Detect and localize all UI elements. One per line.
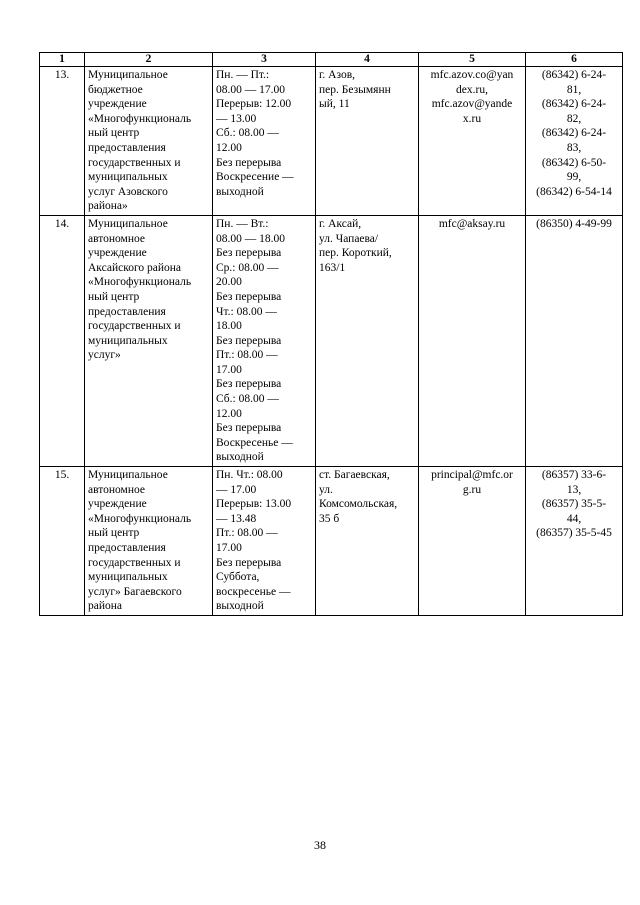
row-number-cell: 14.: [40, 215, 85, 466]
row-number-cell: 15.: [40, 467, 85, 616]
address-line: ул. Чапаева/: [319, 232, 379, 245]
email-line: dex.ru,: [456, 83, 488, 96]
email-cell: [419, 67, 526, 216]
mfc-table: [39, 52, 623, 616]
phone-line: (86342) 6-54-14: [536, 185, 612, 198]
organization-name-line: автономное: [88, 232, 145, 245]
table-row: [40, 467, 623, 616]
address-line: Комсомольская,: [319, 498, 398, 511]
organization-name-line: государственных и: [88, 156, 181, 169]
phone-line: 83,: [566, 141, 582, 154]
organization-name-line: государственных и: [88, 320, 181, 333]
schedule-line: Пт.: 08.00 —: [216, 527, 278, 540]
schedule-line: выходной: [216, 451, 264, 464]
organization-name-line: бюджетное: [88, 83, 143, 96]
address-line: пер. Безымянн: [319, 83, 391, 96]
header-row: [40, 53, 623, 67]
table-row: [40, 215, 623, 466]
schedule-line: выходной: [216, 185, 264, 198]
schedule-line: Чт.: 08.00 —: [216, 305, 277, 318]
header-cell-4: 4: [316, 53, 419, 67]
organization-name-line: ный центр: [88, 127, 140, 140]
organization-name-cell: [85, 67, 213, 216]
organization-name-cell: [85, 467, 213, 616]
schedule-cell: [213, 467, 316, 616]
organization-name-line: государственных и: [88, 556, 181, 569]
schedule-line: 08.00 — 17.00: [216, 83, 285, 96]
organization-name-line: автономное: [88, 483, 145, 496]
address-cell: [316, 215, 419, 466]
organization-name-line: учреждение: [88, 247, 147, 260]
organization-name-line: учреждение: [88, 498, 147, 511]
header-cell-3: 3: [213, 53, 316, 67]
schedule-line: Без перерыва: [216, 378, 282, 391]
organization-name-line: услуг Азовского: [88, 185, 168, 198]
phone-line: (86357) 33-6-: [541, 469, 607, 482]
schedule-line: Перерыв: 13.00: [216, 498, 292, 511]
email-line: x.ru: [462, 112, 482, 125]
address-line: ст. Багаевская,: [319, 469, 390, 482]
address-line: 35 б: [319, 512, 340, 525]
email-line: g.ru: [462, 483, 482, 496]
phone-cell: [526, 215, 623, 466]
schedule-line: Пн. — Вт.:: [216, 217, 269, 230]
address-line: г. Азов,: [319, 69, 356, 81]
schedule-line: выходной: [216, 600, 264, 613]
schedule-line: 08.00 — 18.00: [216, 232, 285, 245]
organization-name-line: муниципальных: [88, 334, 168, 347]
schedule-line: — 13.00: [216, 112, 257, 125]
organization-name-line: услуг» Багаевского: [88, 585, 182, 598]
organization-name-line: услуг»: [88, 349, 121, 362]
phone-line: 99,: [566, 171, 582, 184]
organization-name-line: Аксайского района: [88, 261, 182, 274]
schedule-line: Без перерыва: [216, 290, 282, 303]
address-cell: [316, 467, 419, 616]
schedule-line: 18.00: [216, 320, 242, 333]
organization-name-line: района»: [88, 200, 128, 213]
phone-line: (86342) 6-24-: [541, 98, 607, 111]
organization-name-line: Муниципальное: [88, 469, 168, 482]
schedule-line: Воскресенье —: [216, 436, 293, 449]
organization-name-line: ный центр: [88, 527, 140, 540]
header-cell-6: 6: [526, 53, 623, 67]
organization-name-line: муниципальных: [88, 571, 168, 584]
phone-line: 13,: [566, 483, 582, 496]
organization-name-line: предоставления: [88, 141, 166, 154]
schedule-cell: [213, 215, 316, 466]
phone-line: (86342) 6-50-: [541, 156, 607, 169]
schedule-line: Без перерыва: [216, 422, 282, 435]
schedule-line: 12.00: [216, 141, 242, 154]
phone-line: 82,: [566, 112, 582, 125]
schedule-line: 17.00: [216, 542, 242, 554]
schedule-line: Сб.: 08.00 —: [216, 393, 279, 406]
schedule-line: — 13.48: [216, 512, 257, 525]
email-line: mfc.azov@yande: [431, 98, 513, 111]
phone-line: (86342) 6-24-: [541, 69, 607, 81]
schedule-line: 20.00: [216, 276, 242, 289]
address-line: ул.: [319, 483, 333, 496]
organization-name-cell: [85, 215, 213, 466]
phone-line: 44,: [566, 512, 582, 525]
page-number: 38: [314, 838, 326, 852]
phone-line: 81,: [566, 83, 582, 96]
organization-name-line: Муниципальное: [88, 217, 168, 230]
email-line: mfc@aksay.ru: [438, 217, 506, 230]
schedule-line: воскресенье —: [216, 585, 291, 598]
header-cell-5: 5: [419, 53, 526, 67]
organization-name-line: предоставления: [88, 305, 166, 318]
organization-name-line: «Многофункциональ: [88, 112, 192, 125]
header-cell-2: 2: [85, 53, 213, 67]
phone-line: (86342) 6-24-: [541, 127, 607, 140]
schedule-line: Сб.: 08.00 —: [216, 127, 279, 140]
schedule-line: Воскресение —: [216, 171, 294, 184]
schedule-line: Пн. — Пт.:: [216, 69, 270, 81]
schedule-line: Без перерыва: [216, 556, 282, 569]
email-line: principal@mfc.or: [431, 469, 513, 482]
schedule-line: Перерыв: 12.00: [216, 98, 292, 111]
organization-name-line: Муниципальное: [88, 69, 168, 81]
schedule-line: Без перерыва: [216, 156, 282, 169]
phone-line: (86357) 35-5-: [541, 498, 607, 511]
organization-name-line: ный центр: [88, 290, 140, 303]
schedule-line: — 17.00: [216, 483, 257, 496]
schedule-line: Ср.: 08.00 —: [216, 261, 279, 274]
email-cell: [419, 215, 526, 466]
schedule-line: Суббота,: [216, 571, 260, 584]
schedule-line: Без перерыва: [216, 334, 282, 347]
organization-name-line: учреждение: [88, 98, 147, 111]
schedule-line: 17.00: [216, 363, 242, 376]
address-line: ый, 11: [319, 98, 350, 111]
phone-line: (86357) 35-5-45: [536, 527, 612, 540]
row-number-cell: 13.: [40, 67, 85, 216]
address-line: 163/1: [319, 261, 346, 274]
phone-line: (86350) 4-49-99: [536, 217, 612, 230]
email-line: mfc.azov.co@yan: [430, 69, 514, 81]
schedule-line: Пн. Чт.: 08.00: [216, 469, 283, 482]
address-line: г. Аксай,: [319, 217, 362, 230]
header-cell-1: 1: [40, 53, 85, 67]
address-cell: [316, 67, 419, 216]
organization-name-line: «Многофункциональ: [88, 276, 192, 289]
address-line: пер. Короткий,: [319, 247, 392, 260]
phone-cell: [526, 67, 623, 216]
organization-name-line: района: [88, 600, 123, 613]
schedule-line: 12.00: [216, 407, 242, 420]
organization-name-line: муниципальных: [88, 171, 168, 184]
email-cell: [419, 467, 526, 616]
schedule-line: Пт.: 08.00 —: [216, 349, 278, 362]
table-body: [40, 67, 623, 616]
organization-name-line: «Многофункциональ: [88, 512, 192, 525]
schedule-cell: [213, 67, 316, 216]
organization-name-line: предоставления: [88, 542, 166, 554]
schedule-line: Без перерыва: [216, 247, 282, 260]
phone-cell: [526, 467, 623, 616]
table-row: [40, 67, 623, 216]
